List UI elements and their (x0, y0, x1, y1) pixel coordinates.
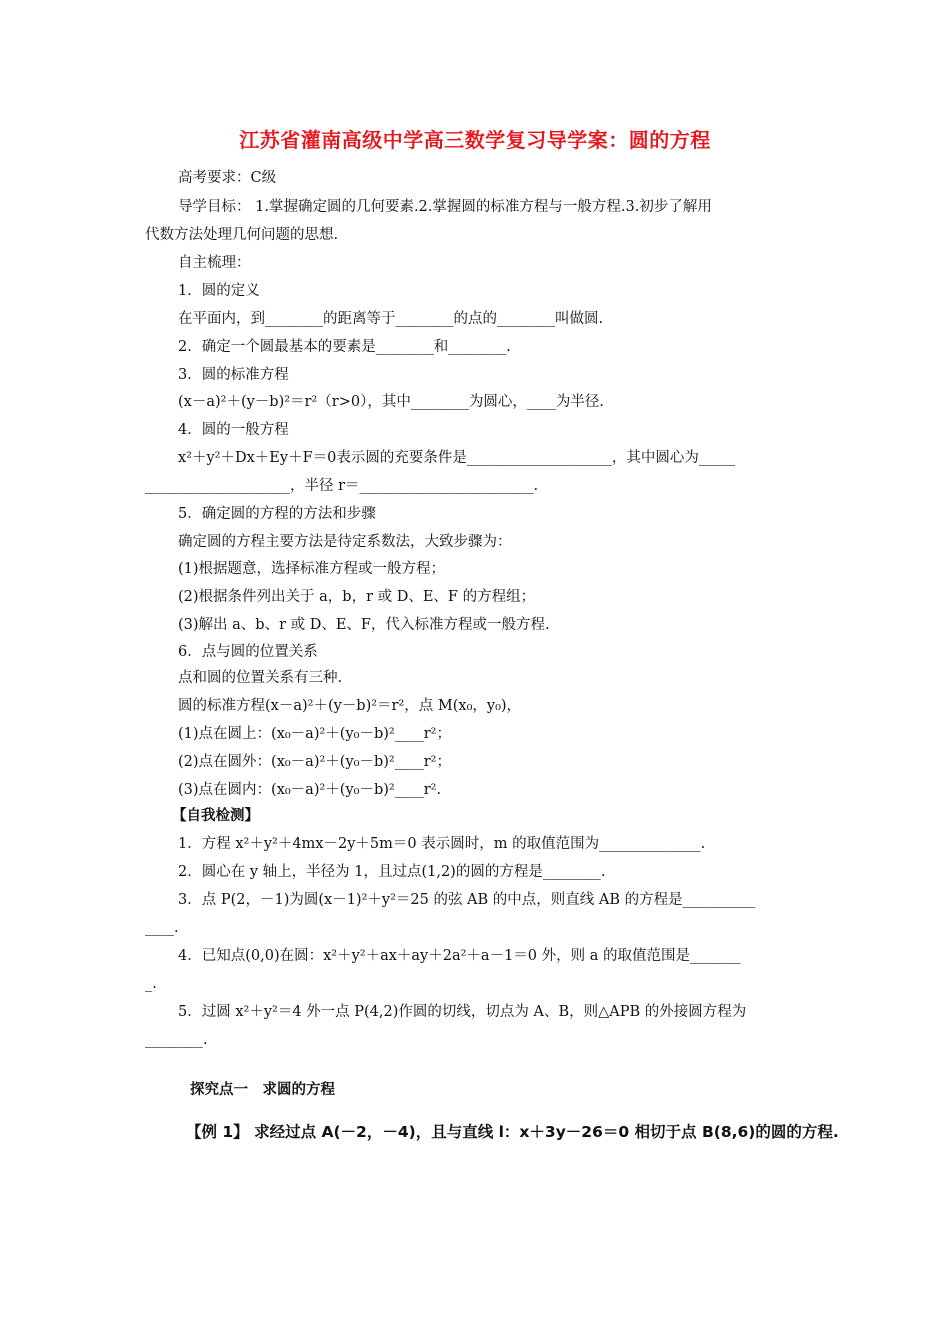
line-5-step3: (3)解出 a、b、r 或 D、E、F，代入标准方程或一般方程. (178, 617, 550, 633)
line-objectives: 导学目标： 1.掌握确定圆的几何要素.2.掌握圆的标准方程与一般方程.3.初步了解用 (178, 199, 712, 215)
line-requirement: 高考要求：C级 (178, 170, 277, 186)
line-6-heading: 6．点与圆的位置关系 (178, 644, 318, 660)
line-4-body: x²＋y²＋Dx＋Ey＋F＝0表示圆的充要条件是____________________，其中圆心为_____ (178, 450, 736, 466)
line-self-review: 自主梳理： (178, 255, 251, 271)
line-5-step1: (1)根据题意，选择标准方程或一般方程； (178, 561, 446, 577)
line-4-body-cont: ____________________，半径 r＝________________________. (145, 478, 539, 494)
page-title: 江苏省灌南高级中学高三数学复习导学案：圆的方程 (239, 128, 711, 152)
line-3-heading: 3．圆的标准方程 (178, 367, 289, 383)
section-heading: 探究点一 求圆的方程 (190, 1082, 335, 1098)
line-q3: 3．点 P(2，－1)为圆(x－1)²＋y²＝25 的弦 AB 的中点，则直线 AB 的方程是__________ (178, 892, 756, 908)
line-6-eq: 圆的标准方程(x－a)²＋(y－b)²＝r²，点 M(x₀，y₀)， (178, 698, 522, 714)
line-1-heading: 1．圆的定义 (178, 283, 260, 299)
line-self-check: 【自我检测】 (172, 808, 259, 824)
line-3-body: (x－a)²＋(y－b)²＝r²（r>0），其中________为圆心，____为半径. (178, 394, 604, 410)
line-6-body: 点和圆的位置关系有三种. (178, 670, 343, 686)
line-q5: 5．过圆 x²＋y²＝4 外一点 P(4,2)作圆的切线，切点为 A、B，则△APB 的外接圆方程为 (178, 1004, 747, 1020)
line-5-body: 确定圆的方程主要方法是待定系数法，大致步骤为： (178, 534, 512, 550)
line-q4-cont: _. (145, 976, 157, 992)
line-q3-cont: ____. (145, 920, 179, 936)
line-objectives-cont: 代数方法处理几何问题的思想. (145, 227, 339, 243)
line-6-in: (3)点在圆内：(x₀－a)²＋(y₀－b)²____r². (178, 782, 442, 798)
line-5-step2: (2)根据条件列出关于 a，b，r 或 D、E、F 的方程组； (178, 589, 536, 605)
line-q5-cont: ________. (145, 1032, 208, 1048)
line-5-heading: 5．确定圆的方程的方法和步骤 (178, 506, 376, 522)
line-1-body: 在平面内，到________的距离等于________的点的________叫做圆. (178, 311, 604, 327)
line-q2: 2．圆心在 y 轴上，半径为 1，且过点(1,2)的圆的方程是________. (178, 864, 606, 880)
line-2: 2．确定一个圆最基本的要素是________和________. (178, 339, 511, 355)
example-1: 【例 1】 求经过点 A(－2，－4)，且与直线 l：x＋3y－26＝0 相切于点 B(8,6)的圆的方程. (186, 1123, 839, 1141)
line-q4: 4．已知点(0,0)在圆：x²＋y²＋ax＋ay＋2a²＋a－1＝0 外，则 a 的取值范围是_______ (178, 948, 741, 964)
line-6-on: (1)点在圆上：(x₀－a)²＋(y₀－b)²____r²； (178, 726, 451, 742)
line-6-out: (2)点在圆外：(x₀－a)²＋(y₀－b)²____r²； (178, 754, 451, 770)
line-4-heading: 4．圆的一般方程 (178, 422, 289, 438)
line-q1: 1．方程 x²＋y²＋4mx－2y＋5m＝0 表示圆时，m 的取值范围为______________. (178, 836, 706, 852)
